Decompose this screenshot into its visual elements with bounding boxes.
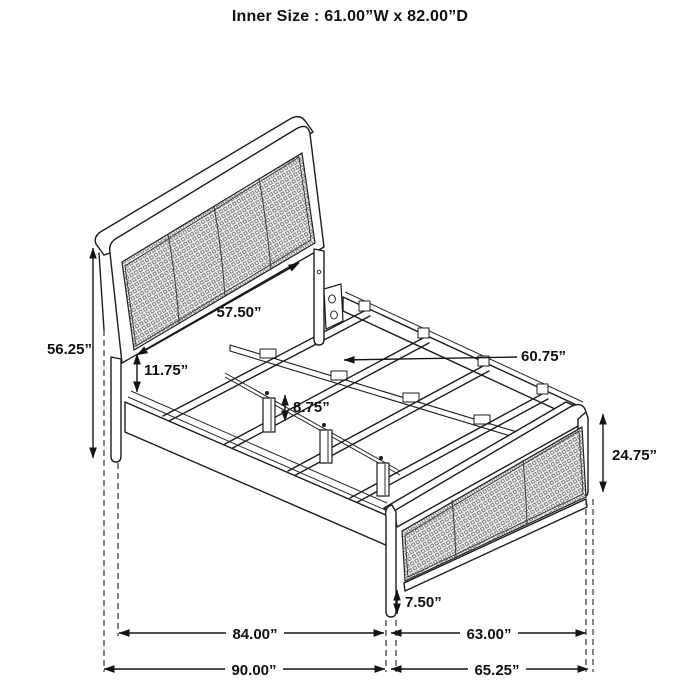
dim-label-clearance: 7.50” [405,594,442,611]
screw-dot [265,391,269,395]
dim-label-overall-width: 65.25” [474,662,520,679]
diagram-title: Inner Size : 61.00”W x 82.00”D [231,8,469,25]
dim-label-inner-width: 63.00” [466,626,512,643]
footboard [384,402,588,617]
dim-label-inner-length: 84.00” [232,626,278,643]
slat-bracket [418,328,429,338]
rail-connector-tab [403,393,419,402]
dim-label-overall-length: 90.00” [231,662,277,679]
headboard-left-leg [111,357,121,462]
dim-label-headboard-width: 57.50” [216,304,262,321]
rail-bracket [324,284,343,329]
dim-label-headboard-height: 56.25” [46,341,92,358]
dim-label-panel-gap: 11.75” [144,362,189,379]
dim-label-center-rail: 60.75” [521,348,567,365]
rail-connector-tab [474,415,490,424]
dim-label-footboard-height: 24.75” [612,447,658,464]
slat-bracket [359,301,370,311]
rail-connector-tab [260,349,276,358]
rail-connector-tab [331,371,347,380]
headboard-right-leg [314,249,324,345]
headboard-back-edge [99,253,104,330]
footboard-left-post [386,505,396,617]
screw-dot [322,423,326,427]
near-rail-top-face [128,397,390,512]
dim-label-leg-height: 8.75” [293,399,330,416]
screw-dot [379,456,383,460]
near-side-rail [125,402,388,546]
slat-bracket [537,384,548,394]
